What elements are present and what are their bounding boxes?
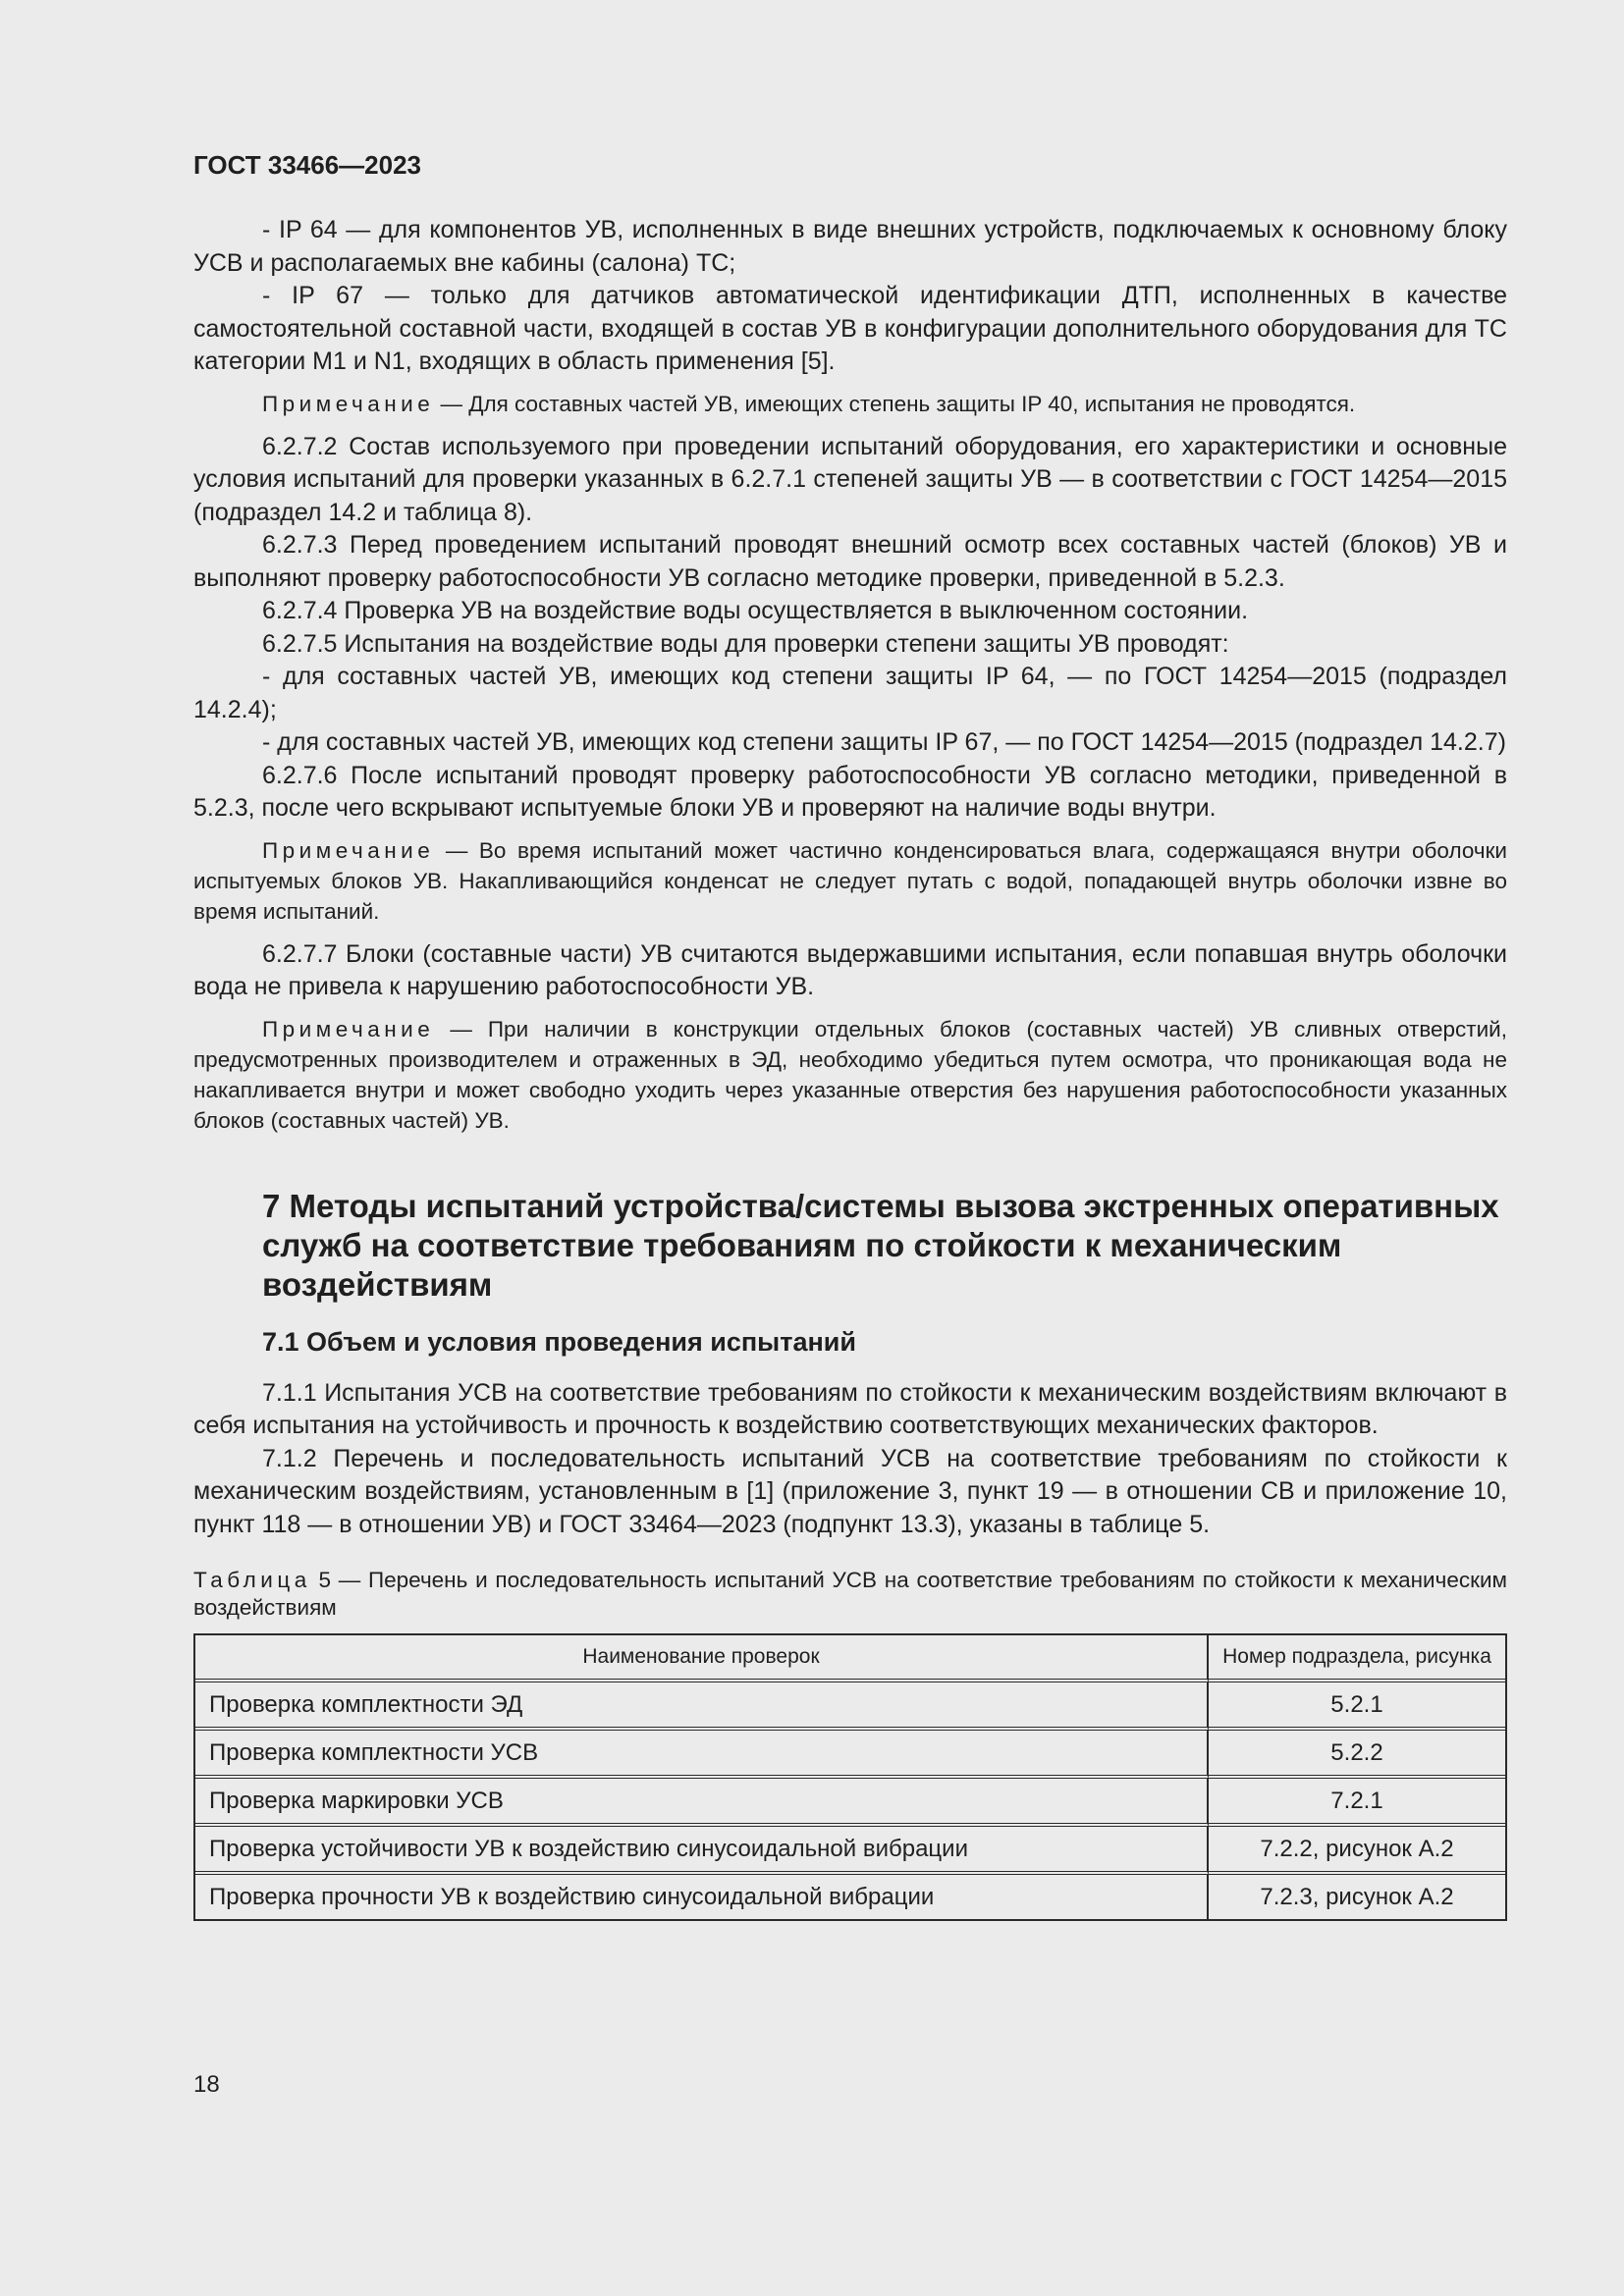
note-label: Примечание [262, 391, 435, 416]
note-label: Примечание [262, 1016, 435, 1041]
table-cell-ref: 5.2.1 [1209, 1682, 1505, 1731]
table-label: Таблица [193, 1568, 311, 1592]
note-3 [193, 1014, 1507, 1136]
table-row [195, 1827, 1505, 1875]
table-cell-ref: 7.2.3, рисунок А.2 [1260, 1883, 1454, 1910]
table-row [195, 1875, 1505, 1919]
table-cell-check: Проверка прочности УВ к воздействию синусоидальной вибрации [195, 1875, 1209, 1919]
paragraph-6-2-7-5: 6.2.7.5 Испытания на воздействие воды для проверки степени защиты УВ проводят: [262, 629, 1229, 658]
table-cell-check: Проверка устойчивости УВ к воздействию синусоидальной вибрации [195, 1827, 1209, 1875]
table-5-caption [193, 1567, 1507, 1622]
table-cell-ref: 5.2.2 [1209, 1731, 1505, 1779]
paragraph-ip64: - IP 64 — для компонентов УВ, исполненных в виде внешних устройств, подключаемых к основному блоку УСВ и располагаемых вне кабины (салона) ТС; [193, 216, 1507, 277]
paragraph-6-2-7-2: 6.2.7.2 Состав используемого при проведении испытаний оборудования, его характеристики и основные условия испытаний для проверки указанных в 6.2.7.1 степеней защиты УВ — в соответствии с ГОСТ 14254—2015 (подраздел 14.2 и таблица 8). [193, 432, 1507, 526]
document-page [193, 145, 1507, 1921]
paragraph-ip67: - IP 67 — только для датчиков автоматической идентификации ДТП, исполненных в качестве самостоятельной составной части, входящей в состав УВ в конфигурации дополнительного оборудования для ТС категории M1 и N1, входящих в область применения [5]. [193, 282, 1507, 375]
note-text: — При наличии в конструкции отдельных блоков (составных частей) УВ сливных отверстий, предусмотренных производителем и отраженных в ЭД, необходимо убедиться путем осмотра, что проникающая вода не накапливается внутри и может свободно уходить через указанные отверстия без нарушения работоспособности указанных блоков (составных частей) УВ. [193, 1016, 1507, 1133]
table-row [195, 1779, 1505, 1827]
note-label: Примечание [262, 837, 435, 863]
table-cell-ref: 7.2.1 [1209, 1779, 1505, 1827]
paragraph-6-2-7-6: 6.2.7.6 После испытаний проводят проверку работоспособности УВ согласно методики, приведенной в 5.2.3, после чего вскрывают испытуемые блоки УВ и проверяют на наличие воды внутри. [193, 761, 1507, 822]
paragraph-6-2-7-3: 6.2.7.3 Перед проведением испытаний проводят внешний осмотр всех составных частей (блоков) УВ и выполняют проверку работоспособности УВ согласно методике проверки, приведенной в 5.2.3. [193, 531, 1507, 592]
paragraph-7-1-1: 7.1.1 Испытания УСВ на соответствие требованиям по стойкости к механическим воздействиям включают в себя испытания на устойчивость и прочность к воздействию соответствующих механических факторов. [193, 1378, 1507, 1439]
section-7-title: 7 Методы испытаний устройства/системы вызова экстренных оперативных служб на соответствие требованиям по стойкости к механическим воздействиям [262, 1187, 1499, 1303]
column-header-check-name: Наименование проверок [195, 1635, 1209, 1682]
note-text: — Для составных частей УВ, имеющих степень защиты IP 40, испытания не проводятся. [440, 391, 1356, 416]
table-header-row [195, 1635, 1505, 1682]
note-1 [193, 389, 1507, 419]
paragraph-6-2-7-7: 6.2.7.7 Блоки (составные части) УВ считаются выдержавшими испытания, если попавшая внутрь оболочки вода не привела к нарушению работоспособности УВ. [193, 939, 1507, 1000]
column-header-section-number: Номер подраздела, рисунка [1209, 1635, 1505, 1682]
table-5 [193, 1633, 1507, 1921]
table-row [195, 1682, 1505, 1731]
note-2 [193, 835, 1507, 927]
table-caption-text: 5 — Перечень и последовательность испытаний УСВ на соответствие требованиям по стойкости к механическим воздействиям [193, 1568, 1507, 1620]
table-cell-ref: 7.2.2, рисунок А.2 [1209, 1827, 1505, 1875]
paragraph-6-2-7-5-a: - для составных частей УВ, имеющих код степени защиты IP 64, — по ГОСТ 14254—2015 (подраздел 14.2.4); [193, 663, 1507, 723]
table-cell-check: Проверка маркировки УСВ [195, 1779, 1209, 1827]
note-text: — Во время испытаний может частично конденсироваться влага, содержащаяся внутри оболочки испытуемых блоков УВ. Накапливающийся конденсат не следует путать с водой, попадающей внутрь оболочки извне во время испытаний. [193, 837, 1507, 924]
page-number: 18 [193, 2071, 220, 2098]
table-row [195, 1731, 1505, 1779]
paragraph-7-1-2: 7.1.2 Перечень и последовательность испытаний УСВ на соответствие требованиям по стойкости к механическим воздействиям, установленным в [1] (приложение 3, пункт 19 — в отношении СВ и приложение 10, пункт 118 — в отношении УВ) и ГОСТ 33464—2023 (подпункт 13.3), указаны в таблице 5. [193, 1444, 1507, 1538]
table-cell-check: Проверка комплектности УСВ [195, 1731, 1209, 1779]
table-cell-check: Проверка комплектности ЭД [195, 1682, 1209, 1731]
subsection-7-1-title: 7.1 Объем и условия проведения испытаний [262, 1326, 856, 1357]
document-header: ГОСТ 33466—2023 [193, 150, 421, 180]
paragraph-6-2-7-5-b: - для составных частей УВ, имеющих код степени защиты IP 67, — по ГОСТ 14254—2015 (подраздел 14.2.7) [262, 728, 1506, 756]
paragraph-6-2-7-4: 6.2.7.4 Проверка УВ на воздействие воды осуществляется в выключенном состоянии. [262, 597, 1249, 624]
